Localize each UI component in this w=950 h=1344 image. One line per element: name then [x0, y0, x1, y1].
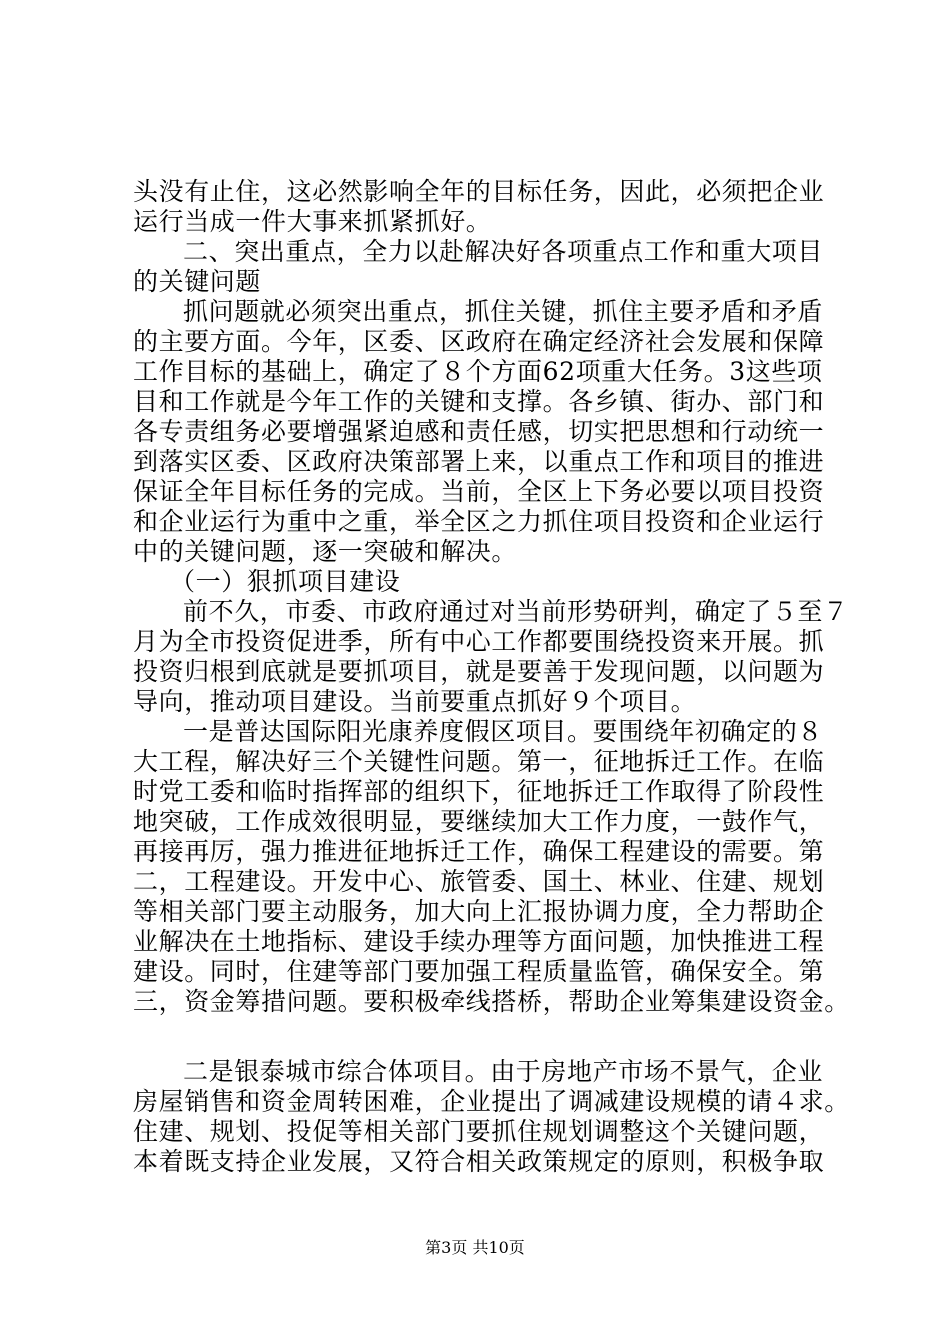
text-line: 各专责组务必要增强紧迫感和责任感，切实把思想和行动统一: [133, 417, 825, 446]
text-line: 房屋销售和资金周转困难，企业提出了调减建设规模的请４求。: [133, 1087, 850, 1116]
text-line: 一是普达国际阳光康养度假区项目。要围绕年初确定的８: [183, 717, 824, 746]
text-line: 地突破，工作成效很明显，要继续加大工作力度，一鼓作气，: [133, 807, 825, 836]
text-line: 运行当成一件大事来抓紧抓好。: [133, 207, 492, 236]
text-line: 业解决在土地指标、建设手续办理等方面问题，加快推进工程: [133, 927, 825, 956]
subsection-heading: （一）狠抓项目建设: [170, 567, 401, 596]
text-line: 本着既支持企业发展，又符合相关政策规定的原则，积极争取: [133, 1147, 825, 1176]
page-number: 第3页 共10页: [425, 1238, 525, 1257]
text-line: 头没有止住，这必然影响全年的目标任务，因此，必须把企业: [133, 177, 825, 206]
text-line: 二是银泰城市综合体项目。由于房地产市场不景气，企业: [183, 1057, 824, 1086]
text-line: 工作目标的基础上，确定了８个方面62项重大任务。3这些项: [133, 357, 823, 386]
text-line: 月为全市投资促进季，所有中心工作都要围绕投资来开展。抓: [133, 627, 825, 656]
text-line: 导向，推动项目建设。当前要重点抓好９个项目。: [133, 687, 697, 716]
text-line: 再接再厉，强力推进征地拆迁工作，确保工程建设的需要。第: [133, 837, 825, 866]
text-line: 前不久，市委、市政府通过对当前形势研判，确定了５至７: [183, 597, 849, 626]
text-line: 大工程，解决好三个关键性问题。第一，征地拆迁工作。在临: [133, 747, 825, 776]
text-line: 建设。同时，住建等部门要加强工程质量监管，确保安全。第: [133, 957, 825, 986]
section-heading: 二、突出重点，全力以赴解决好各项重点工作和重大项目: [183, 237, 824, 266]
section-heading: 的关键问题: [133, 267, 262, 296]
text-line: 住建、规划、投促等相关部门要抓住规划调整这个关键问题，: [133, 1117, 825, 1146]
text-line: 的主要方面。今年，区委、区政府在确定经济社会发展和保障: [133, 327, 825, 356]
text-line: 等相关部门要主动服务，加大向上汇报协调力度，全力帮助企: [133, 897, 825, 926]
text-line: 保证全年目标任务的完成。当前，全区上下务必要以项目投资: [133, 477, 825, 506]
text-line: 到落实区委、区政府决策部署上来，以重点工作和项目的推进: [133, 447, 825, 476]
text-line: 时党工委和临时指挥部的组织下，征地拆迁工作取得了阶段性: [133, 777, 825, 806]
text-line: 目和工作就是今年工作的关键和支撑。各乡镇、街办、部门和: [133, 387, 825, 416]
text-line: 中的关键问题，逐一突破和解决。: [133, 537, 518, 566]
text-line: 三，资金筹措问题。要积极牵线搭桥，帮助企业筹集建设资金。: [133, 987, 850, 1016]
text-line: 二，工程建设。开发中心、旅管委、国土、林业、住建、规划: [133, 867, 825, 896]
text-line: 投资归根到底就是要抓项目，就是要善于发现问题，以问题为: [133, 657, 825, 686]
text-line: 和企业运行为重中之重，举全区之力抓住项目投资和企业运行: [133, 507, 825, 536]
text-line: 抓问题就必须突出重点，抓住关键，抓住主要矛盾和矛盾: [183, 297, 824, 326]
